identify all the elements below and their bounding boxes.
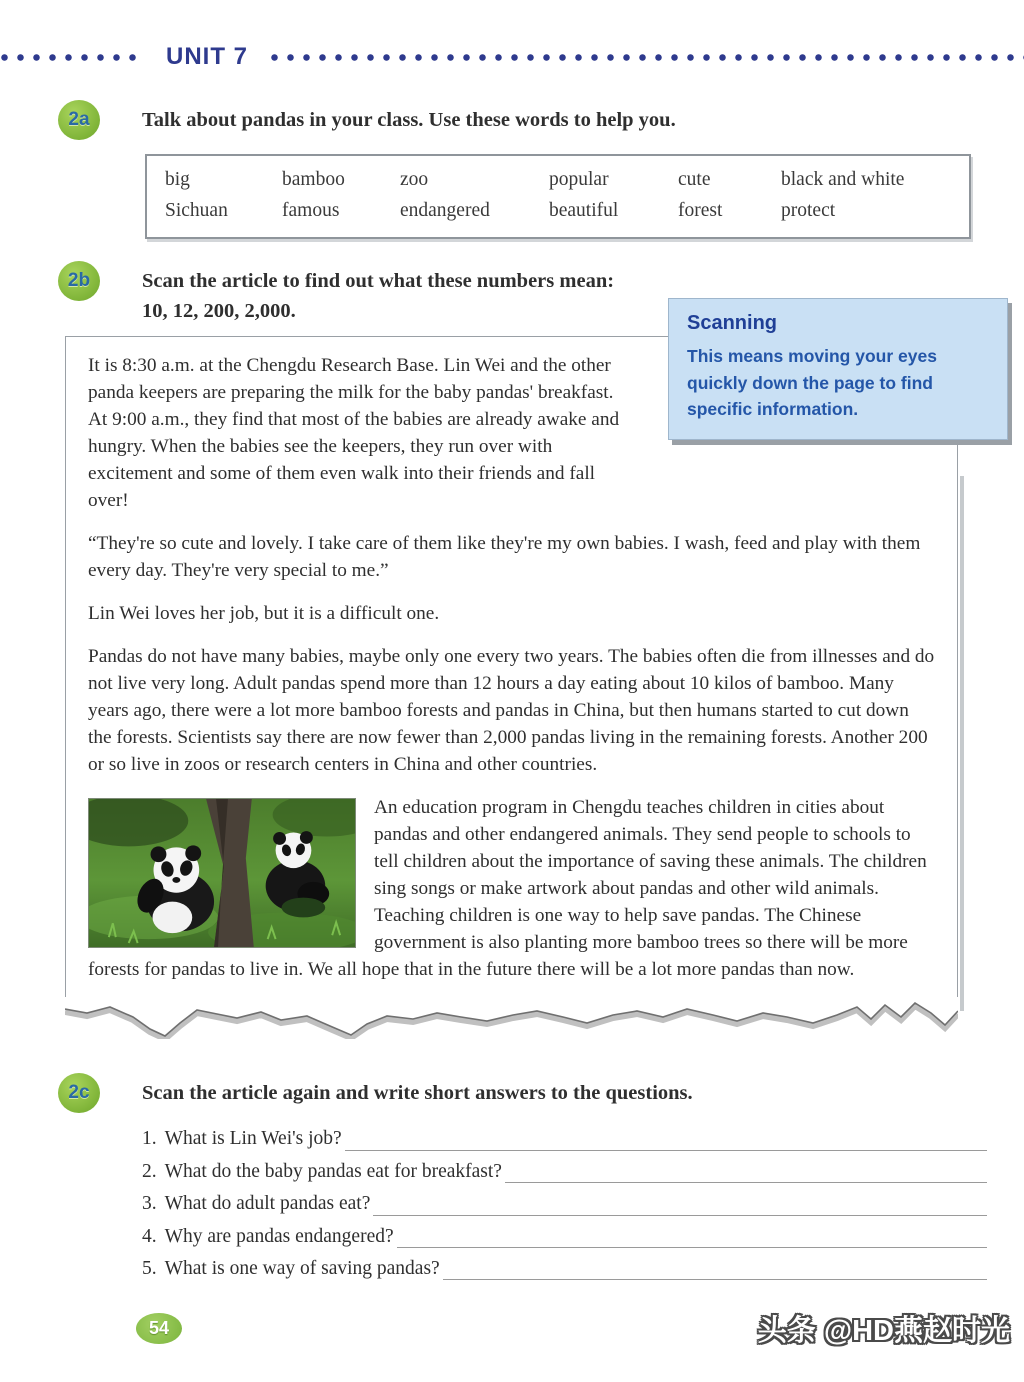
question-number: 4. — [142, 1225, 157, 1247]
dotted-rule-left — [0, 53, 142, 62]
word-item: Sichuan — [165, 200, 228, 221]
watermark-text: 头条 @HD燕赵时光 — [757, 1315, 1010, 1348]
question-text: What do the baby pandas eat for breakfast? — [164, 1160, 502, 1182]
activity-badge-2a: 2a — [58, 100, 100, 140]
dotted-rule-right — [270, 53, 1024, 62]
word-box — [145, 154, 971, 239]
activity-2b-heading-line1: Scan the article to find out what these numbers mean: — [142, 270, 615, 292]
question-item — [142, 1192, 987, 1215]
activity-2b-heading-line2: 10, 12, 200, 2,000. — [142, 299, 296, 322]
section-2a-header — [58, 100, 984, 140]
article-shadow — [960, 476, 964, 1011]
article-paragraph-4: Pandas do not have many babies, maybe only one every two years. The babies often die from illnesses and do not live very long. Adult pandas spend more than 12 hours a day eating about 10 kilos of bamboo. Many years ago, there were a lot more bamboo forests and pandas in China, but then humans started to cut down the forests. Scientists say there are now fewer than 2,000 pandas living in the remaining forests. Another 200 or so live in zoos or research centers in China and other countries. — [88, 646, 935, 776]
word-item: zoo — [400, 169, 429, 190]
panda-article — [65, 312, 958, 1039]
question-item — [142, 1225, 987, 1248]
torn-paper-edge — [65, 997, 958, 1039]
page-header — [0, 43, 1024, 70]
word-item: forest — [678, 200, 723, 221]
activity-2b-heading — [142, 261, 614, 326]
question-text: What is one way of saving pandas? — [164, 1258, 440, 1279]
page-number-badge: 54 — [136, 1313, 182, 1344]
question-number: 2. — [142, 1160, 157, 1182]
word-item: big — [165, 169, 190, 190]
word-item: bamboo — [282, 169, 345, 190]
answer-blank-line — [345, 1127, 987, 1150]
question-number: 5. — [142, 1258, 157, 1279]
panda-photo — [88, 798, 356, 948]
article-paragraph-2: “They're so cute and lovely. I take care of them like they're my own babies. I wash, feed and play with them every day. They're very special to me.” — [88, 533, 921, 582]
activity-badge-2c: 2c — [58, 1073, 100, 1113]
question-item — [142, 1257, 987, 1280]
word-item: endangered — [400, 200, 490, 221]
unit-title: UNIT 7 — [166, 43, 249, 70]
activity-2a-heading: Talk about pandas in your class. Use these words to help you. — [142, 109, 676, 131]
question-number: 1. — [142, 1128, 157, 1150]
answer-blank-line — [505, 1160, 987, 1183]
word-item: famous — [282, 200, 340, 221]
article-paragraph-5: An education program in Chengdu teaches children in cities about pandas and other endangered animals. They send people to schools to tell children about the importance of saving these animals. The children sing songs or make artwork about pandas and other wild animals. Teaching children is one way to help save pandas. The Chinese government is also planting more bamboo trees so there will be more forests for pandas to live in. We all hope that in the future there will be a lot more pandas than now. — [88, 797, 927, 981]
panda-photo-illustration — [89, 799, 355, 947]
article-paragraph-3: Lin Wei loves her job, but it is a difficult one. — [88, 603, 440, 625]
question-text: What is Lin Wei's job? — [164, 1128, 342, 1150]
question-item — [142, 1127, 987, 1150]
answer-blank-line — [397, 1225, 987, 1248]
article-paragraph-1: It is 8:30 a.m. at the Chengdu Research Base. Lin Wei and the other panda keepers are preparing the milk for the baby pandas' breakfast. At 9:00 a.m., they find that most of the babies are already awake and hungry. When the babies see the keepers, they run over with excitement and some of them even walk into their friends and fall over! — [88, 355, 620, 512]
activity-badge-2b: 2b — [58, 261, 100, 301]
question-text: Why are pandas endangered? — [164, 1225, 394, 1247]
answer-blank-line — [373, 1192, 987, 1215]
question-number: 3. — [142, 1193, 157, 1215]
question-item — [142, 1160, 987, 1183]
scanning-tip-body: This means moving your eyes quickly down the page to find specific information. — [687, 346, 937, 419]
word-item: cute — [678, 169, 711, 190]
answer-blank-line — [443, 1257, 987, 1280]
activity-2c-heading: Scan the article again and write short answers to the questions. — [142, 1082, 693, 1105]
word-item: black and white — [781, 169, 905, 190]
scanning-tip-title: Scanning — [687, 312, 778, 335]
page-footer — [136, 1308, 1010, 1349]
scanning-tip-box — [668, 298, 1008, 440]
word-item: popular — [549, 169, 609, 190]
section-2c-header — [58, 1073, 984, 1113]
question-text: What do adult pandas eat? — [164, 1193, 371, 1215]
word-item: protect — [781, 200, 836, 221]
word-item: beautiful — [549, 200, 619, 221]
question-list — [142, 1127, 987, 1280]
